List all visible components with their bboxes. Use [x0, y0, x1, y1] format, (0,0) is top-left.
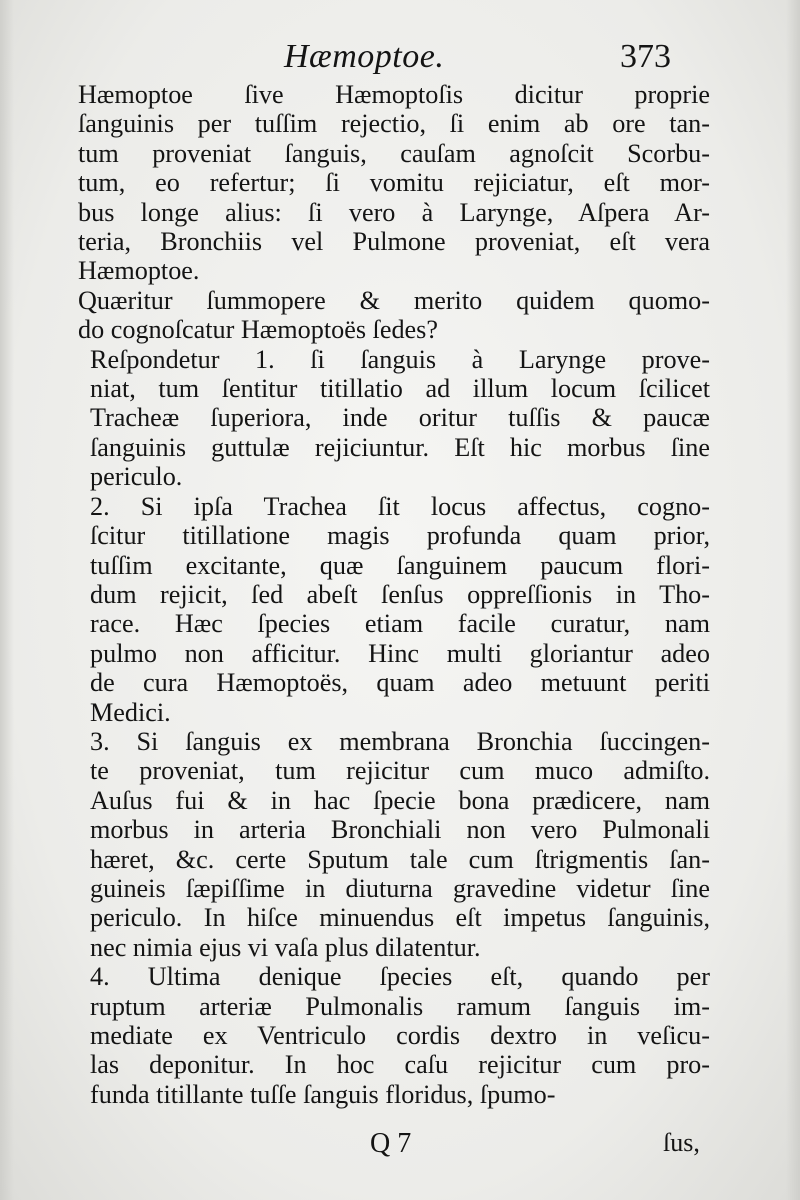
text-line: nec nimia ejus vi vaſa plus dilatentur.: [90, 932, 481, 962]
text-line: tum proveniat ſanguis, cauſam agnoſcit Scorbu-: [78, 138, 710, 168]
text-line: 2. Si ipſa Trachea ſit locus affectus, cogno-: [90, 491, 710, 521]
paragraph: [50, 492, 710, 727]
text-line: tuſſim excitante, quæ ſanguinem paucum flori-: [90, 550, 710, 580]
text-line: Quæritur ſummopere & merito quidem quomo-: [78, 285, 710, 315]
text-line: las deponitur. In hoc caſu rejicitur cum pro-: [90, 1050, 710, 1080]
page-footer: [0, 1128, 800, 1168]
text-line: te proveniat, tum rejicitur cum muco admiſto.: [90, 756, 710, 786]
signature-mark: Q 7: [370, 1128, 412, 1159]
page-edge-right: [786, 0, 800, 1200]
text-line: morbus in arteria Bronchiali non vero Pulmonali: [90, 815, 710, 845]
text-line: guineis ſæpiſſime in diuturna gravedine videtur ſine: [90, 873, 710, 903]
page-edge-left: [0, 0, 14, 1200]
text-line: 3. Si ſanguis ex membrana Bronchia ſuccingen-: [90, 726, 710, 756]
text-line: do cognoſcatur Hæmoptoës ſedes?: [78, 315, 438, 345]
text-line: ſanguinis per tuſſim rejectio, ſi enim ab ore tan-: [78, 109, 710, 139]
text-line: pulmo non afficitur. Hinc multi gloriantur adeo: [90, 638, 710, 668]
paragraph: [50, 727, 710, 962]
text-line: tum, eo refertur; ſi vomitu rejiciatur, eſt mor-: [78, 168, 710, 198]
paragraph: [50, 80, 710, 286]
text-line: de cura Hæmoptoës, quam adeo metuunt periti: [90, 668, 710, 698]
text-line: race. Hæc ſpecies etiam facile curatur, nam: [90, 609, 710, 639]
text-line: ruptum arteriæ Pulmonalis ramum ſanguis im-: [90, 991, 710, 1021]
text-line: periculo. In hiſce minuendus eſt impetus ſanguinis,: [90, 903, 710, 933]
paragraph: [50, 345, 710, 492]
paragraph: [50, 286, 710, 345]
text-line: Hæmoptoe.: [78, 256, 200, 286]
text-line: Reſpondetur 1. ſi ſanguis à Larynge prove-: [90, 344, 710, 374]
text-line: Tracheæ ſuperiora, inde oritur tuſſis & paucæ: [90, 403, 710, 433]
text-line: Medici.: [90, 697, 171, 727]
text-line: dum rejicit, ſed abeſt ſenſus oppreſſionis in Tho-: [90, 579, 710, 609]
text-line: periculo.: [90, 462, 183, 492]
text-line: ſcitur titillatione magis profunda quam prior,: [90, 521, 710, 551]
text-line: 4. Ultima denique ſpecies eſt, quando per: [90, 962, 710, 992]
body-text: [50, 80, 710, 1109]
text-line: funda titillante tuſſe ſanguis floridus, ſpumo-: [90, 1079, 556, 1109]
text-line: Hæmoptoe ſive Hæmoptoſis dicitur proprie: [78, 80, 710, 109]
text-line: Auſus fui & in hac ſpecie bona prædicere, nam: [90, 785, 710, 815]
text-line: ſanguinis guttulæ rejiciuntur. Eſt hic morbus ſine: [90, 432, 710, 462]
text-line: bus longe alius: ſi vero à Larynge, Aſpera Ar-: [78, 197, 710, 227]
paragraph: [50, 962, 710, 1109]
text-line: mediate ex Ventriculo cordis dextro in veſicu-: [90, 1021, 710, 1050]
text-line: hæret, &c. certe Sputum tale cum ſtrigmentis ſan-: [90, 844, 710, 874]
running-title: Hæmoptoe.: [284, 38, 445, 75]
catchword: ſus,: [663, 1128, 700, 1157]
page-number: 373: [620, 38, 671, 75]
text-line: teria, Bronchiis vel Pulmone proveniat, eſt vera: [78, 227, 710, 257]
text-line: niat, tum ſentitur titillatio ad illum locum ſcilicet: [90, 374, 710, 404]
